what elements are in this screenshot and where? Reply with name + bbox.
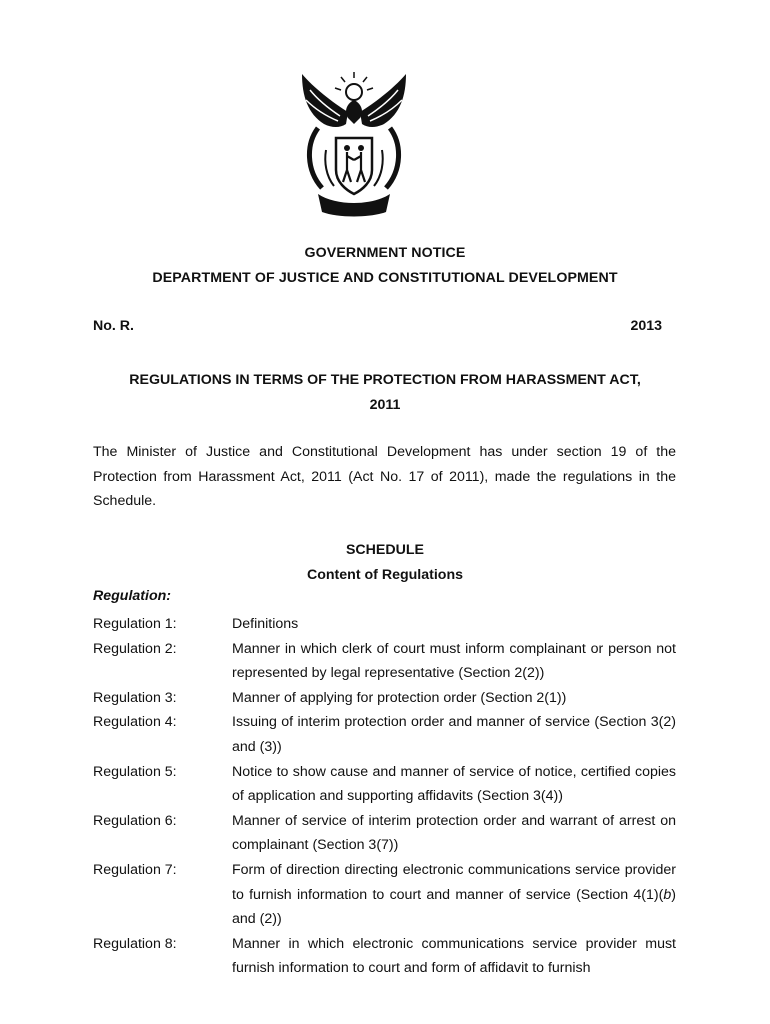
regulation-description: Manner in which clerk of court must inform complainant or person not represented by legal representative (Section 2(2)) [232,640,676,682]
regulation-description: Manner in which electronic communications service provider must furnish information to court and form of affidavit to furnish [232,935,676,977]
list-item [93,932,676,981]
regulation-number: Regulation 3: [93,689,177,706]
list-item [93,858,676,932]
list-item [93,612,676,637]
regulation-number: Regulation 4: [93,714,177,731]
list-item [93,760,676,809]
list-item [93,686,676,711]
regulation-number: Regulation 5: [93,763,177,780]
title-line-2: 2011 [369,396,401,413]
list-item [93,637,676,686]
regulation-number: Regulation 6: [93,812,177,829]
regulation-description: Manner of applying for protection order (Section 2(1)) [232,689,567,706]
regulation-list [93,612,676,981]
department-heading: DEPARTMENT OF JUSTICE AND CONSTITUTIONAL DEVELOPMENT [152,270,618,286]
regulation-text-part: ) and (2)) [232,886,676,928]
regulation-number: Regulation 1: [93,616,177,632]
coat-of-arms-emblem [296,66,412,220]
regulation-description [232,858,676,932]
regulation-description: Definitions [232,616,299,632]
schedule-subheading: Content of Regulations [306,566,464,583]
title-line-1: REGULATIONS IN TERMS OF THE PROTECTION FROM HARASSMENT ACT, [129,372,641,388]
notice-year: 2013 [630,318,662,334]
notice-heading: GOVERNMENT NOTICE [304,245,466,261]
preamble-paragraph: The Minister of Justice and Constitutional Development has under section 19 of the Protection from Harassment Act, 2011 (Act No. 17 of 2011), made the regulations in the Schedule. [93,444,676,510]
regulation-description: Manner of service of interim protection order and warrant of arrest on complainant (Section 3(7)) [232,812,676,854]
regulation-number: Regulation 8: [93,935,177,952]
schedule-heading: SCHEDULE [345,542,425,558]
regulation-text-part: Form of direction directing electronic communications service provider to furnish information to court and manner of service (Section 4(1)( [232,861,676,903]
list-item [93,710,676,759]
regulation-number: Regulation 2: [93,640,177,657]
regulation-text-italic: b [663,886,672,903]
regulation-description: Notice to show cause and manner of service of notice, certified copies of application and supporting affidavits (Section 3(4)) [232,763,676,805]
regulations-title [93,368,677,417]
regulation-description: Issuing of interim protection order and manner of service (Section 3(2) and (3)) [232,714,676,755]
regulation-number: Regulation 7: [93,861,177,878]
schedule-heading-block [0,538,770,587]
regulation-column-label: Regulation: [93,588,172,604]
notice-number-label: No. R. [93,318,134,334]
list-item [93,809,676,858]
